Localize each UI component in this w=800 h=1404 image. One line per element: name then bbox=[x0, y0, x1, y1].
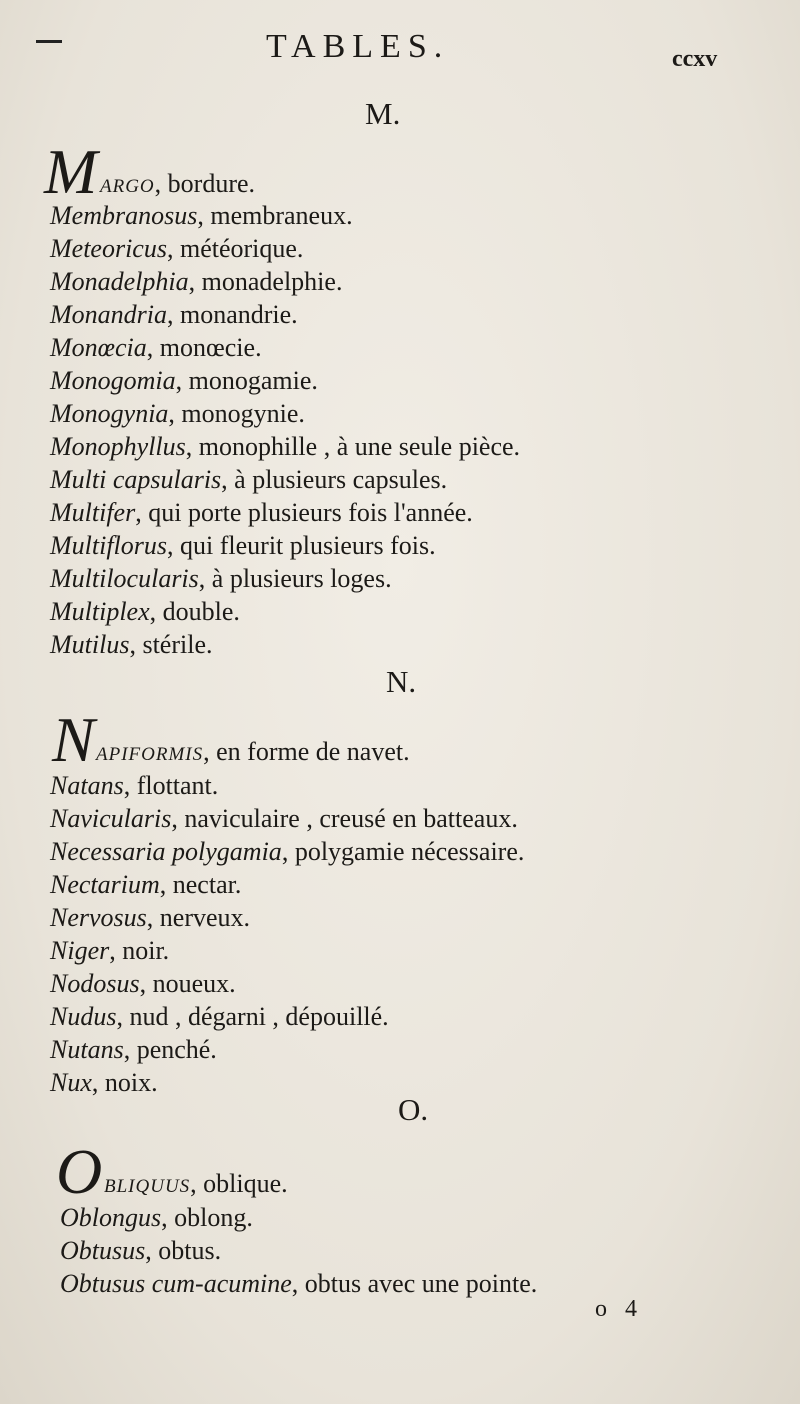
entry-term: Mutilus bbox=[50, 630, 130, 659]
list-item bbox=[50, 497, 473, 529]
entry-term: Natans bbox=[50, 771, 124, 800]
entry-definition: , à plusieurs loges. bbox=[198, 564, 392, 593]
entry-term: Niger bbox=[50, 936, 110, 965]
entry-term: Nux bbox=[50, 1068, 92, 1097]
entry-term: Monandria bbox=[50, 300, 167, 329]
list-item bbox=[50, 596, 240, 628]
list-item bbox=[50, 332, 262, 364]
entry-term: Navicularis bbox=[50, 804, 172, 833]
entry-definition: , membraneux. bbox=[197, 201, 353, 230]
entry-term: Nodosus bbox=[50, 969, 140, 998]
entry-definition: , nectar. bbox=[159, 870, 242, 899]
entry-term: Monœcia bbox=[50, 333, 147, 362]
entry-definition: , noix. bbox=[91, 1068, 158, 1097]
list-item bbox=[50, 266, 342, 298]
entry-definition: , oblong. bbox=[161, 1203, 253, 1232]
drop-cap-n: N bbox=[52, 704, 95, 775]
entry-definition: , obtus. bbox=[145, 1236, 222, 1265]
entry-definition: , penché. bbox=[123, 1035, 217, 1064]
entry-definition: , en forme de navet. bbox=[203, 737, 410, 766]
entry-term: Meteoricus bbox=[50, 234, 167, 263]
entry-definition: , monadelphie. bbox=[188, 267, 343, 296]
entry-definition: , double. bbox=[149, 597, 240, 626]
entry-term: ARGO bbox=[100, 176, 155, 197]
entry-term: Monogomia bbox=[50, 366, 176, 395]
list-item bbox=[60, 1202, 253, 1234]
entry-term: Monadelphia bbox=[50, 267, 189, 296]
entry-term: APIFORMIS bbox=[96, 744, 204, 765]
list-item bbox=[50, 1001, 389, 1033]
entry-definition: , bordure. bbox=[154, 169, 256, 198]
list-item bbox=[50, 563, 392, 595]
list-item bbox=[50, 902, 250, 934]
entry-definition: , monœcie. bbox=[146, 333, 262, 362]
list-item bbox=[50, 233, 303, 265]
entry-definition: , à plusieurs capsules. bbox=[221, 465, 448, 494]
entry-term: Monophyllus bbox=[50, 432, 186, 461]
header-rule bbox=[36, 40, 62, 43]
entry-term: Multiplex bbox=[50, 597, 150, 626]
list-item bbox=[50, 530, 436, 562]
list-item bbox=[50, 299, 298, 331]
list-item bbox=[50, 836, 524, 868]
entry-term: Nectarium bbox=[50, 870, 160, 899]
running-title: TABLES. bbox=[266, 28, 450, 65]
list-item bbox=[50, 935, 169, 967]
entry-definition: , stérile. bbox=[129, 630, 213, 659]
entry-definition: , noir. bbox=[109, 936, 170, 965]
list-item bbox=[50, 1034, 217, 1066]
section-heading-n: N. bbox=[386, 664, 417, 699]
list-item bbox=[50, 365, 318, 397]
list-item bbox=[100, 168, 255, 203]
section-heading-m: M. bbox=[365, 96, 401, 131]
entry-term: Necessaria polygamia bbox=[50, 837, 282, 866]
entry-term: Obtusus bbox=[60, 1236, 146, 1265]
entry-definition: , monophille , à une seule pièce. bbox=[185, 432, 521, 461]
entry-definition: , monandrie. bbox=[167, 300, 298, 329]
list-item bbox=[50, 464, 447, 496]
list-item bbox=[50, 1067, 158, 1099]
entry-definition: , noueux. bbox=[139, 969, 236, 998]
entry-term: Nudus bbox=[50, 1002, 117, 1031]
list-item bbox=[96, 736, 410, 771]
list-item bbox=[50, 968, 236, 1000]
list-item bbox=[50, 431, 520, 463]
entry-definition: , obtus avec une pointe. bbox=[291, 1269, 538, 1298]
entry-term: Oblongus bbox=[60, 1203, 162, 1232]
list-item bbox=[60, 1268, 537, 1300]
entry-term: Nervosus bbox=[50, 903, 147, 932]
entry-definition: , nud , dégarni , dépouillé. bbox=[116, 1002, 389, 1031]
entry-definition: , météorique. bbox=[166, 234, 304, 263]
list-item bbox=[50, 803, 518, 835]
entry-definition: , naviculaire , creusé en batteaux. bbox=[171, 804, 518, 833]
entry-definition: , oblique. bbox=[190, 1169, 288, 1198]
entry-definition: , flottant. bbox=[123, 771, 219, 800]
entry-term: BLIQUUS bbox=[104, 1176, 191, 1197]
list-item bbox=[50, 869, 241, 901]
entry-term: Multilocularis bbox=[50, 564, 199, 593]
entry-definition: , monogamie. bbox=[175, 366, 318, 395]
entry-term: Multi capsularis bbox=[50, 465, 222, 494]
list-item bbox=[60, 1235, 221, 1267]
signature-mark: o 4 bbox=[595, 1296, 643, 1322]
entry-definition: , qui porte plusieurs fois l'année. bbox=[135, 498, 473, 527]
list-item bbox=[104, 1168, 288, 1203]
entry-term: Monogynia bbox=[50, 399, 169, 428]
entry-term: Nutans bbox=[50, 1035, 124, 1064]
drop-cap-o: O bbox=[56, 1136, 103, 1207]
page-number: ccxv bbox=[672, 46, 718, 72]
list-item bbox=[50, 398, 305, 430]
entry-definition: , polygamie nécessaire. bbox=[281, 837, 525, 866]
list-item bbox=[50, 200, 353, 232]
entry-term: Multifer bbox=[50, 498, 136, 527]
entry-definition: , monogynie. bbox=[168, 399, 305, 428]
entry-definition: , nerveux. bbox=[146, 903, 251, 932]
list-item bbox=[50, 629, 212, 661]
section-heading-o: O. bbox=[398, 1092, 429, 1127]
entry-term: Multiflorus bbox=[50, 531, 168, 560]
entry-definition: , qui fleurit plusieurs fois. bbox=[167, 531, 436, 560]
entry-term: Membranosus bbox=[50, 201, 198, 230]
drop-cap-m: M bbox=[44, 136, 98, 207]
list-item bbox=[50, 770, 218, 802]
entry-term: Obtusus cum-acumine bbox=[60, 1269, 292, 1298]
